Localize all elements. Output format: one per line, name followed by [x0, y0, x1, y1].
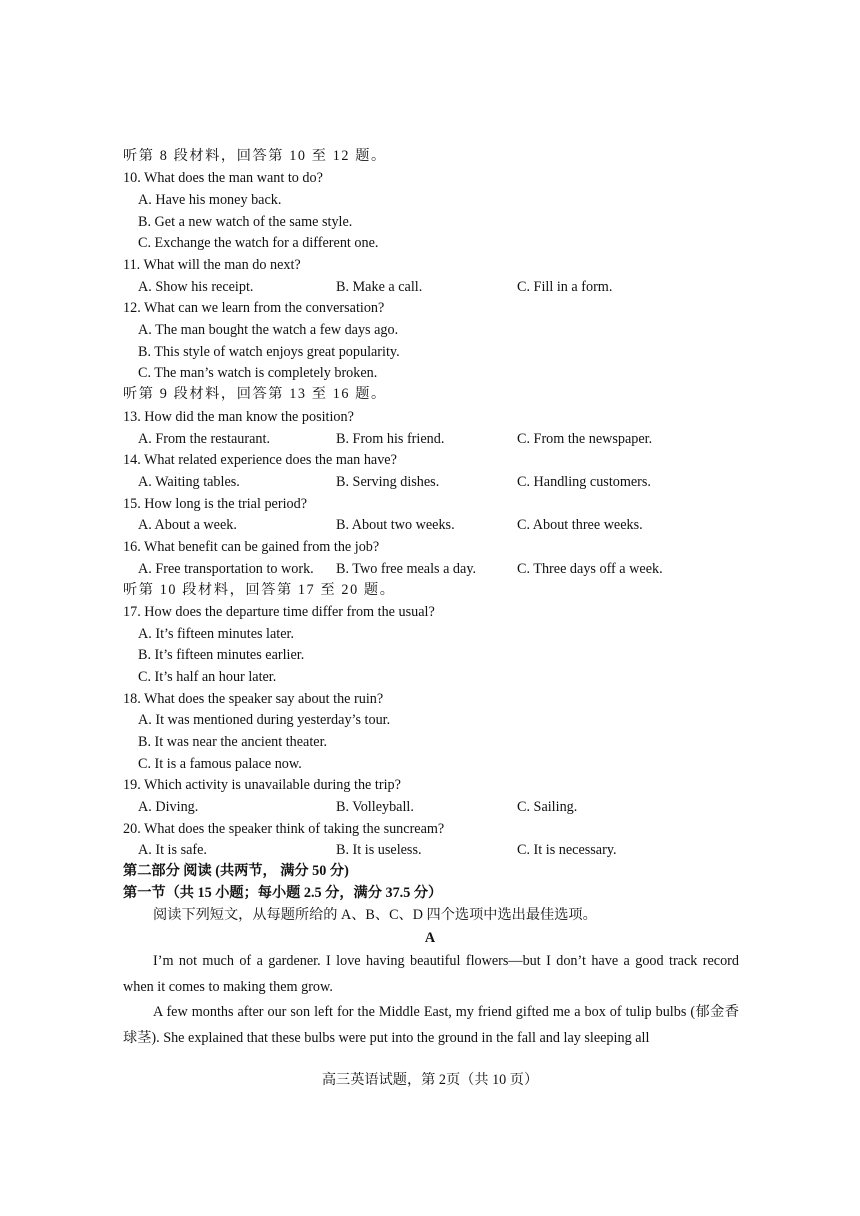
option-16b: B. Two free meals a day. — [336, 561, 477, 577]
passage-paragraph-1: I’m not much of a gardener. I love having beautiful flowers—but I don’t have a good track record when it comes to making them grow. — [123, 953, 739, 995]
option-19c: C. Sailing. — [517, 799, 578, 815]
option-12c: C. The man’s watch is completely broken. — [138, 365, 378, 381]
option-10b: B. Get a new watch of the same style. — [138, 214, 353, 230]
option-15a: A. About a week. — [138, 517, 237, 533]
option-14b: B. Serving dishes. — [336, 474, 440, 490]
part2-subheading: 第一节（共 15 小题；每小题 2.5 分，满分 37.5 分） — [123, 885, 443, 901]
option-20a: A. It is safe. — [138, 842, 207, 858]
question-13: 13. How did the man know the position? — [123, 409, 354, 425]
option-19b: B. Volleyball. — [336, 799, 414, 815]
question-14: 14. What related experience does the man have? — [123, 452, 397, 468]
option-16c: C. Three days off a week. — [517, 561, 663, 577]
option-18a: A. It was mentioned during yesterday’s tour. — [138, 712, 391, 728]
option-19a: A. Diving. — [138, 799, 199, 815]
passage-label: A — [424, 930, 436, 946]
section-header-10: 听第 10 段材料，回答第 17 至 20 题。 — [123, 582, 396, 598]
question-19: 19. Which activity is unavailable during the trip? — [123, 777, 401, 793]
question-10: 10. What does the man want to do? — [123, 170, 323, 186]
option-20b: B. It is useless. — [336, 842, 422, 858]
part2-instruction: 阅读下列短文，从每题所给的 A、B、C、D 四个选项中选出最佳选项。 — [153, 907, 597, 923]
option-17c: C. It’s half an hour later. — [138, 669, 277, 685]
option-15b: B. About two weeks. — [336, 517, 455, 533]
question-15: 15. How long is the trial period? — [123, 496, 308, 512]
question-18: 18. What does the speaker say about the ruin? — [123, 691, 384, 707]
option-18b: B. It was near the ancient theater. — [138, 734, 328, 750]
question-20: 20. What does the speaker think of taking the suncream? — [123, 821, 445, 837]
option-20c: C. It is necessary. — [517, 842, 617, 858]
question-16: 16. What benefit can be gained from the job? — [123, 539, 380, 555]
option-12a: A. The man bought the watch a few days ago. — [138, 322, 399, 338]
option-11a: A. Show his receipt. — [138, 279, 254, 295]
passage-paragraph-2: A few months after our son left for the Middle East, my friend gifted me a box of tulip bulbs (郁金香球茎). She explained that these bulbs were put into the ground in the fall and lay sleeping all — [123, 1004, 739, 1046]
question-17: 17. How does the departure time differ from the usual? — [123, 604, 435, 620]
option-18c: C. It is a famous palace now. — [138, 756, 302, 772]
option-13c: C. From the newspaper. — [517, 431, 653, 447]
option-10a: A. Have his money back. — [138, 192, 282, 208]
option-17b: B. It’s fifteen minutes earlier. — [138, 647, 305, 663]
option-15c: C. About three weeks. — [517, 517, 643, 533]
option-13b: B. From his friend. — [336, 431, 445, 447]
option-17a: A. It’s fifteen minutes later. — [138, 626, 295, 642]
option-11b: B. Make a call. — [336, 279, 423, 295]
option-16a: A. Free transportation to work. — [138, 561, 314, 577]
page-footer: 高三英语试题，第 2页（共 10 页） — [321, 1072, 539, 1088]
option-14c: C. Handling customers. — [517, 474, 651, 490]
section-header-9: 听第 9 段材料，回答第 13 至 16 题。 — [123, 386, 387, 402]
question-12: 12. What can we learn from the conversation? — [123, 300, 385, 316]
option-14a: A. Waiting tables. — [138, 474, 240, 490]
option-13a: A. From the restaurant. — [138, 431, 270, 447]
part2-heading: 第二部分 阅读 (共两节， 满分 50 分) — [123, 863, 349, 879]
option-10c: C. Exchange the watch for a different one. — [138, 235, 379, 251]
question-11: 11. What will the man do next? — [123, 257, 301, 273]
section-header-8: 听第 8 段材料，回答第 10 至 12 题。 — [123, 148, 387, 164]
option-12b: B. This style of watch enjoys great popularity. — [138, 344, 400, 360]
option-11c: C. Fill in a form. — [517, 279, 613, 295]
